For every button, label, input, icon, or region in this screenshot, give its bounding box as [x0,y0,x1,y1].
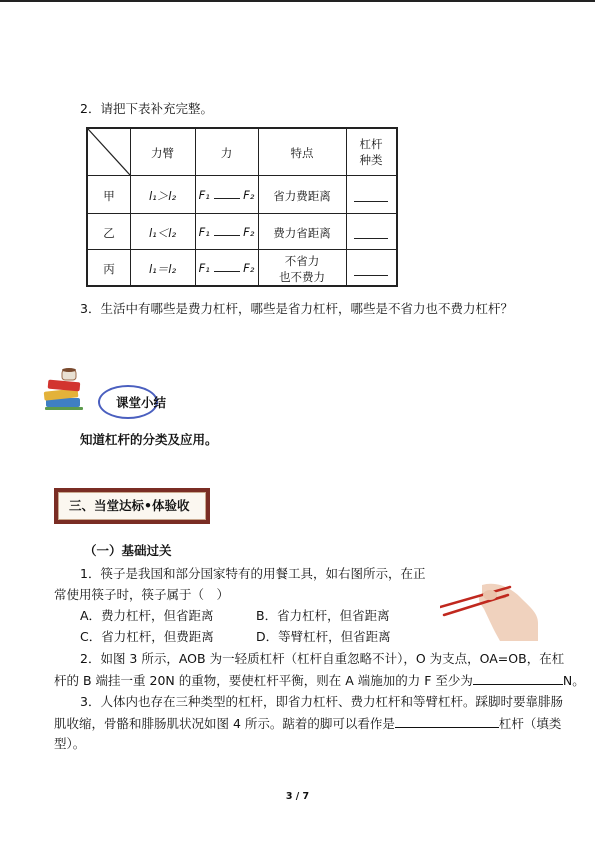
row-feature-line2: 也不费力 [279,270,325,284]
force-left: F₁ [198,225,210,239]
problem-2-unit: N。 [562,673,585,688]
problem-2-answer-blank[interactable] [473,672,563,685]
subsection-title: （一）基础过关 [84,543,172,558]
row-arm: l₁＜l₂ [148,226,177,240]
books-icon [42,364,90,412]
lever-type-blank[interactable] [354,261,388,276]
option-c: C．省力杠杆，但费距离 [80,629,214,644]
problem-2-line2 [54,672,585,689]
force-right: F₂ [243,261,255,275]
option-b: B．省力杠杆，但省距离 [256,608,390,623]
row-force [195,188,258,202]
problem-3-text: 肌收缩，骨骼和腓肠肌状况如图 4 所示。踮着的脚可以看作是 [54,716,395,731]
problem-1-line1: 1．筷子是我国和部分国家特有的用餐工具，如右图所示，在正 [80,566,426,581]
option-d: D．等臂杠杆，但省距离 [256,629,391,644]
header-lever: 杠杆 [359,137,383,151]
lever-table [86,127,398,287]
force-right: F₂ [243,225,255,239]
force-left: F₁ [198,261,210,275]
problem-3-line2 [54,715,561,732]
row-divider [88,249,396,250]
section-banner [54,488,210,524]
summary-text: 知道杠杆的分类及应用。 [80,432,218,447]
problem-2-text: 杆的 B 端挂一重 20N 的重物，要使杠杆平衡，则在 A 端施加的力 F 至少为 [54,673,473,688]
header-force: 力 [220,146,233,160]
page-number: 3 / 7 [285,791,310,802]
row-force [195,261,258,275]
question-3: 3．生活中有哪些是费力杠杆，哪些是省力杠杆，哪些是不省力也不费力杠杆？ [80,301,513,316]
header-feature: 特点 [290,146,314,160]
header-type: 种类 [359,153,383,167]
problem-3-line1: 3．人体内也存在三种类型的杠杆，即省力杠杆、费力杠杆和等臂杠杆。踩脚时要靠腓肠 [80,694,563,709]
problem-1-line2: 常使用筷子时，筷子属于（ ） [54,587,230,602]
top-rule [0,0,595,2]
force-right: F₂ [243,188,255,202]
row-arm: l₁＞l₂ [148,189,177,203]
force-compare-blank[interactable] [214,261,240,272]
summary-badge-label: 课堂小结 [116,395,167,410]
row-divider [88,213,396,214]
force-left: F₁ [198,188,210,202]
row-feature: 费力省距离 [273,226,331,240]
option-a: A．费力杠杆，但省距离 [80,608,214,623]
row-force [195,225,258,239]
row-arm: l₁＝l₂ [148,262,177,276]
row-name: 丙 [103,262,115,276]
lever-type-blank[interactable] [354,224,388,239]
row-name: 乙 [103,226,115,240]
row-divider [88,175,396,176]
row-name: 甲 [103,189,115,203]
problem-3-line3: 型）。 [54,736,86,751]
header-arm: 力臂 [151,146,174,160]
row-feature: 省力费距离 [273,189,331,203]
lever-type-blank[interactable] [354,187,388,202]
force-compare-blank[interactable] [214,188,240,199]
problem-3-answer-blank[interactable] [395,715,499,728]
problem-2-line1: 2．如图 3 所示，AOB 为一轻质杠杆（杠杆自重忽略不计），O 为支点，OA=OB，在杠 [80,651,565,666]
force-compare-blank[interactable] [214,225,240,236]
row-feature-line1: 不省力 [284,254,320,268]
diagonal-header-line [88,129,130,175]
question-2-intro: 2．请把下表补充完整。 [80,101,213,116]
section-title: 三、当堂达标•体验收 [58,492,206,520]
problem-3-tail: 杠杆（填类 [498,716,562,731]
chopsticks-hand-image [440,563,538,641]
